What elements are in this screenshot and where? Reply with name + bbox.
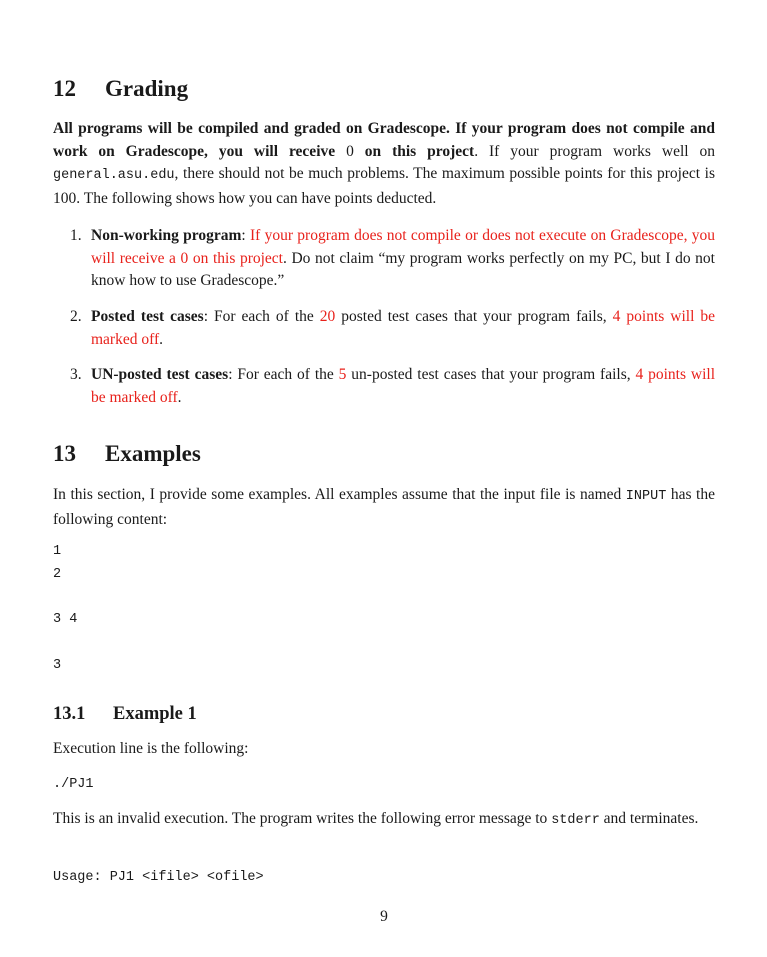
intro-bold-1: All programs will be compiled and graded on Gradescope. (53, 120, 450, 137)
desc-text: and terminates. (599, 810, 699, 827)
input-line: 3 (53, 658, 62, 673)
item-text: . (159, 330, 164, 348)
item-count: 5 (338, 366, 347, 383)
intro-bold-3: on this project (364, 142, 475, 160)
list-item (53, 364, 715, 409)
item-title: Non-working program (91, 227, 242, 244)
item-colon: : (241, 227, 250, 244)
page-number: 9 (380, 908, 388, 925)
invalid-execution-paragraph (53, 808, 715, 833)
section-title: Grading (105, 76, 189, 101)
list-item (53, 225, 715, 293)
intro-zero: 0 (346, 142, 354, 160)
server-name-code: general.asu.edu (53, 168, 175, 183)
section-title: Examples (105, 441, 201, 466)
input-line: 2 (53, 567, 62, 582)
subsection-title: Example 1 (113, 704, 197, 724)
item-text: . (177, 388, 182, 406)
item-warning: If your program does not compile or does not execute on Gradescope, you will receive a 0 on this project (91, 227, 715, 267)
section-number: 12 (53, 76, 76, 101)
intro-text: In this section, I provide some examples. All examples assume that the input file is named (53, 486, 626, 503)
intro-rest-2: , there should not be much problems. The maximum possible points for this project is 100. The following shows how you can have points deducted. (53, 165, 715, 207)
list-marker: 1. (70, 227, 82, 244)
list-marker: 2. (70, 308, 82, 325)
section-number: 13 (53, 441, 76, 466)
execution-line-text: Execution line is the following: (53, 740, 249, 757)
item-text: posted test cases that your program fails, (335, 308, 613, 325)
item-count: 20 (319, 308, 336, 325)
input-line: 1 (53, 544, 62, 559)
list-marker: 3. (70, 366, 82, 383)
item-text: un-posted test cases that your program fails, (346, 366, 636, 383)
stderr-code: stderr (551, 813, 600, 828)
intro-rest-1: . If your program works well on (474, 142, 715, 160)
desc-text: This is an invalid execution. The program writes the following error message to (53, 810, 552, 827)
list-item (53, 306, 715, 351)
subsection-heading (53, 704, 197, 725)
examples-intro-paragraph (53, 484, 715, 531)
item-rest: . Do not claim “my program works perfectly on my PC, but I do not know how to use Gradescope.” (91, 249, 715, 289)
item-title: UN-posted test cases (91, 366, 229, 383)
usage-message: Usage: PJ1 <ifile> <ofile> (53, 870, 264, 885)
section-13-heading (53, 441, 201, 467)
execution-command: ./PJ1 (53, 777, 94, 792)
input-line: 3 4 (53, 612, 78, 627)
item-penalty: 4 points will be marked off (91, 308, 716, 348)
input-file-code: INPUT (625, 489, 667, 504)
intro-text: has the following content: (53, 486, 715, 528)
section-12-heading (53, 76, 188, 102)
item-text: : For each of the (203, 308, 320, 325)
subsection-number: 13.1 (53, 704, 86, 724)
item-text: : For each of the (228, 366, 339, 383)
grading-intro-paragraph (53, 118, 715, 210)
intro-bold-2: If your program does not compile and work on Gradescope, you will receive (53, 120, 715, 160)
item-penalty: 4 points will be marked off (91, 366, 716, 406)
item-title: Posted test cases (91, 308, 204, 325)
